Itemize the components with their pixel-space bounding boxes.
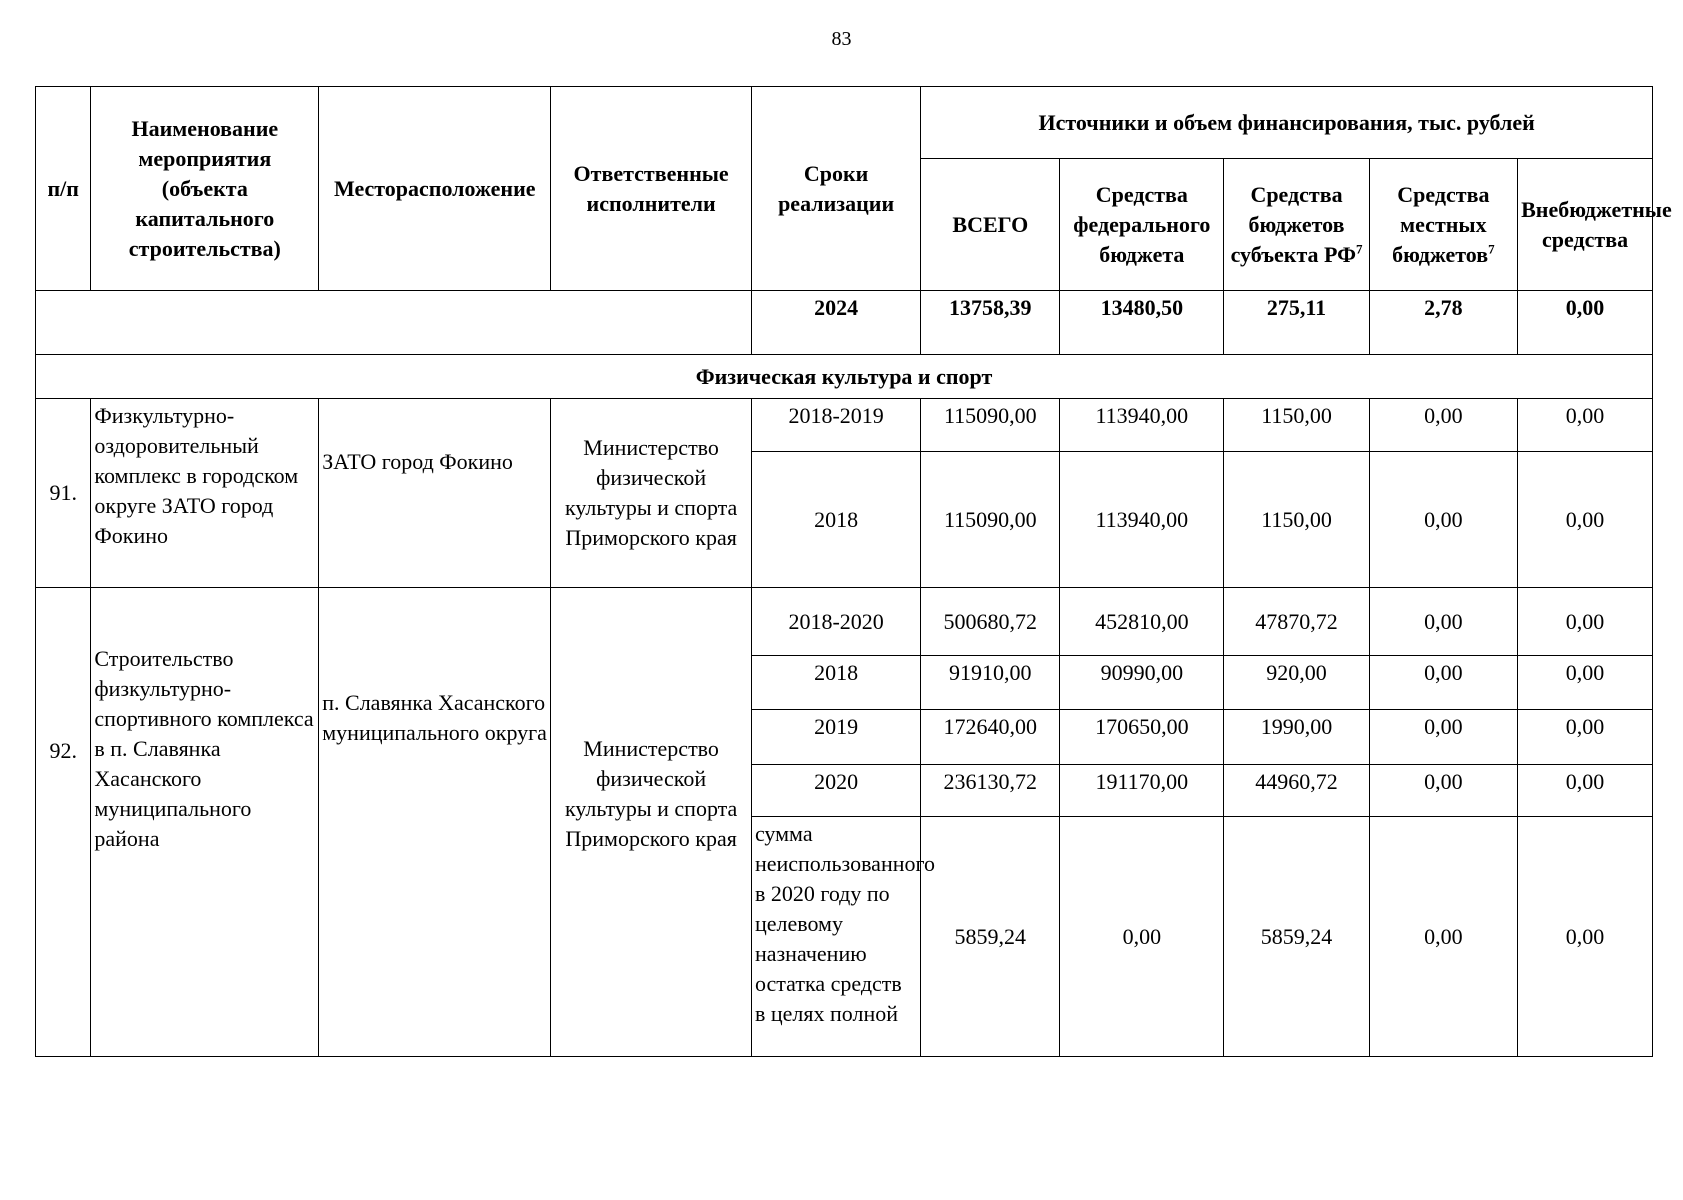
header-local-footnote: 7	[1488, 241, 1495, 257]
row-federal: 0,00	[1060, 817, 1224, 1057]
row-term: 2018-2019	[751, 399, 920, 452]
row-federal: 113940,00	[1060, 399, 1224, 452]
header-federal: Средства федерального бюджета	[1060, 159, 1224, 291]
row-federal: 452810,00	[1060, 588, 1224, 656]
item-location: ЗАТО город Фокино	[319, 399, 551, 588]
row-term: 2019	[751, 710, 920, 765]
row-local: 0,00	[1369, 656, 1517, 710]
header-sources: Источники и объем финансирования, тыс. рублей	[921, 87, 1653, 159]
row-total: 172640,00	[921, 710, 1060, 765]
row-local: 0,00	[1369, 399, 1517, 452]
row-offbudget: 0,00	[1518, 399, 1653, 452]
row-subject: 1150,00	[1224, 452, 1369, 588]
header-terms: Сроки реализации	[751, 87, 920, 291]
header-location: Месторасположение	[319, 87, 551, 291]
item-location: п. Славянка Хасанского муниципального округа	[319, 588, 551, 1057]
row-subject: 1990,00	[1224, 710, 1369, 765]
carry-offbudget: 0,00	[1518, 291, 1653, 355]
item-name: Физкультурно-оздоровительный комплекс в городском округе ЗАТО город Фокино	[91, 399, 319, 588]
item-num: 92.	[36, 588, 91, 1057]
row-total: 115090,00	[921, 452, 1060, 588]
row-term: 2018-2020	[751, 588, 920, 656]
row-local: 0,00	[1369, 588, 1517, 656]
item-executor: Министерство физической культуры и спорта Приморского края	[551, 588, 752, 1057]
row-subject: 5859,24	[1224, 817, 1369, 1057]
header-name: Наименование мероприятия (объекта капитального строительства)	[91, 87, 319, 291]
row-offbudget: 0,00	[1518, 710, 1653, 765]
row-local: 0,00	[1369, 765, 1517, 817]
header-subject	[1224, 159, 1369, 291]
carry-term: 2024	[751, 291, 920, 355]
item-executor: Министерство физической культуры и спорта Приморского края	[551, 399, 752, 588]
carry-federal: 13480,50	[1060, 291, 1224, 355]
financing-table	[35, 86, 1672, 1057]
row-offbudget: 0,00	[1518, 656, 1653, 710]
row-subject: 920,00	[1224, 656, 1369, 710]
table-row	[36, 588, 1653, 656]
row-subject: 47870,72	[1224, 588, 1369, 656]
page-number: 83	[831, 28, 852, 50]
row-total: 236130,72	[921, 765, 1060, 817]
row-federal: 113940,00	[1060, 452, 1224, 588]
header-subject-label: Средства бюджетов субъекта РФ	[1230, 181, 1356, 267]
carry-local: 2,78	[1369, 291, 1517, 355]
carry-row	[36, 291, 1653, 355]
row-offbudget: 0,00	[1518, 765, 1653, 817]
table-row	[36, 399, 1653, 452]
row-total: 500680,72	[921, 588, 1060, 656]
row-local: 0,00	[1369, 817, 1517, 1057]
row-total: 91910,00	[921, 656, 1060, 710]
row-offbudget: 0,00	[1518, 817, 1653, 1057]
row-term: 2018	[751, 452, 920, 588]
row-federal: 90990,00	[1060, 656, 1224, 710]
row-local: 0,00	[1369, 452, 1517, 588]
row-offbudget: 0,00	[1518, 588, 1653, 656]
header-local-label: Средства местных бюджетов	[1392, 181, 1490, 267]
item-name: Строительство физкультурно-спортивного комплекса в п. Славянка Хасанского муниципального района	[91, 588, 319, 1057]
header-total: ВСЕГО	[921, 159, 1060, 291]
header-local	[1369, 159, 1517, 291]
carry-total: 13758,39	[921, 291, 1060, 355]
row-offbudget: 0,00	[1518, 452, 1653, 588]
item-num: 91.	[36, 399, 91, 588]
carry-row-empty	[36, 291, 752, 355]
row-total: 115090,00	[921, 399, 1060, 452]
header-num: п/п	[36, 87, 91, 291]
header-offbudget: Внебюджетные средства	[1518, 159, 1653, 291]
row-local: 0,00	[1369, 710, 1517, 765]
row-federal: 191170,00	[1060, 765, 1224, 817]
row-subject: 44960,72	[1224, 765, 1369, 817]
row-total: 5859,24	[921, 817, 1060, 1057]
carry-subject: 275,11	[1224, 291, 1369, 355]
header-executors: Ответственные исполнители	[551, 87, 752, 291]
section-title: Физическая культура и спорт	[36, 355, 1653, 399]
row-term: 2020	[751, 765, 920, 817]
row-federal: 170650,00	[1060, 710, 1224, 765]
row-term: 2018	[751, 656, 920, 710]
row-subject: 1150,00	[1224, 399, 1369, 452]
row-term-note: сумма неиспользованного в 2020 году по целевому назначению остатка средств в целях полной	[751, 817, 920, 1057]
header-subject-footnote: 7	[1356, 241, 1363, 257]
